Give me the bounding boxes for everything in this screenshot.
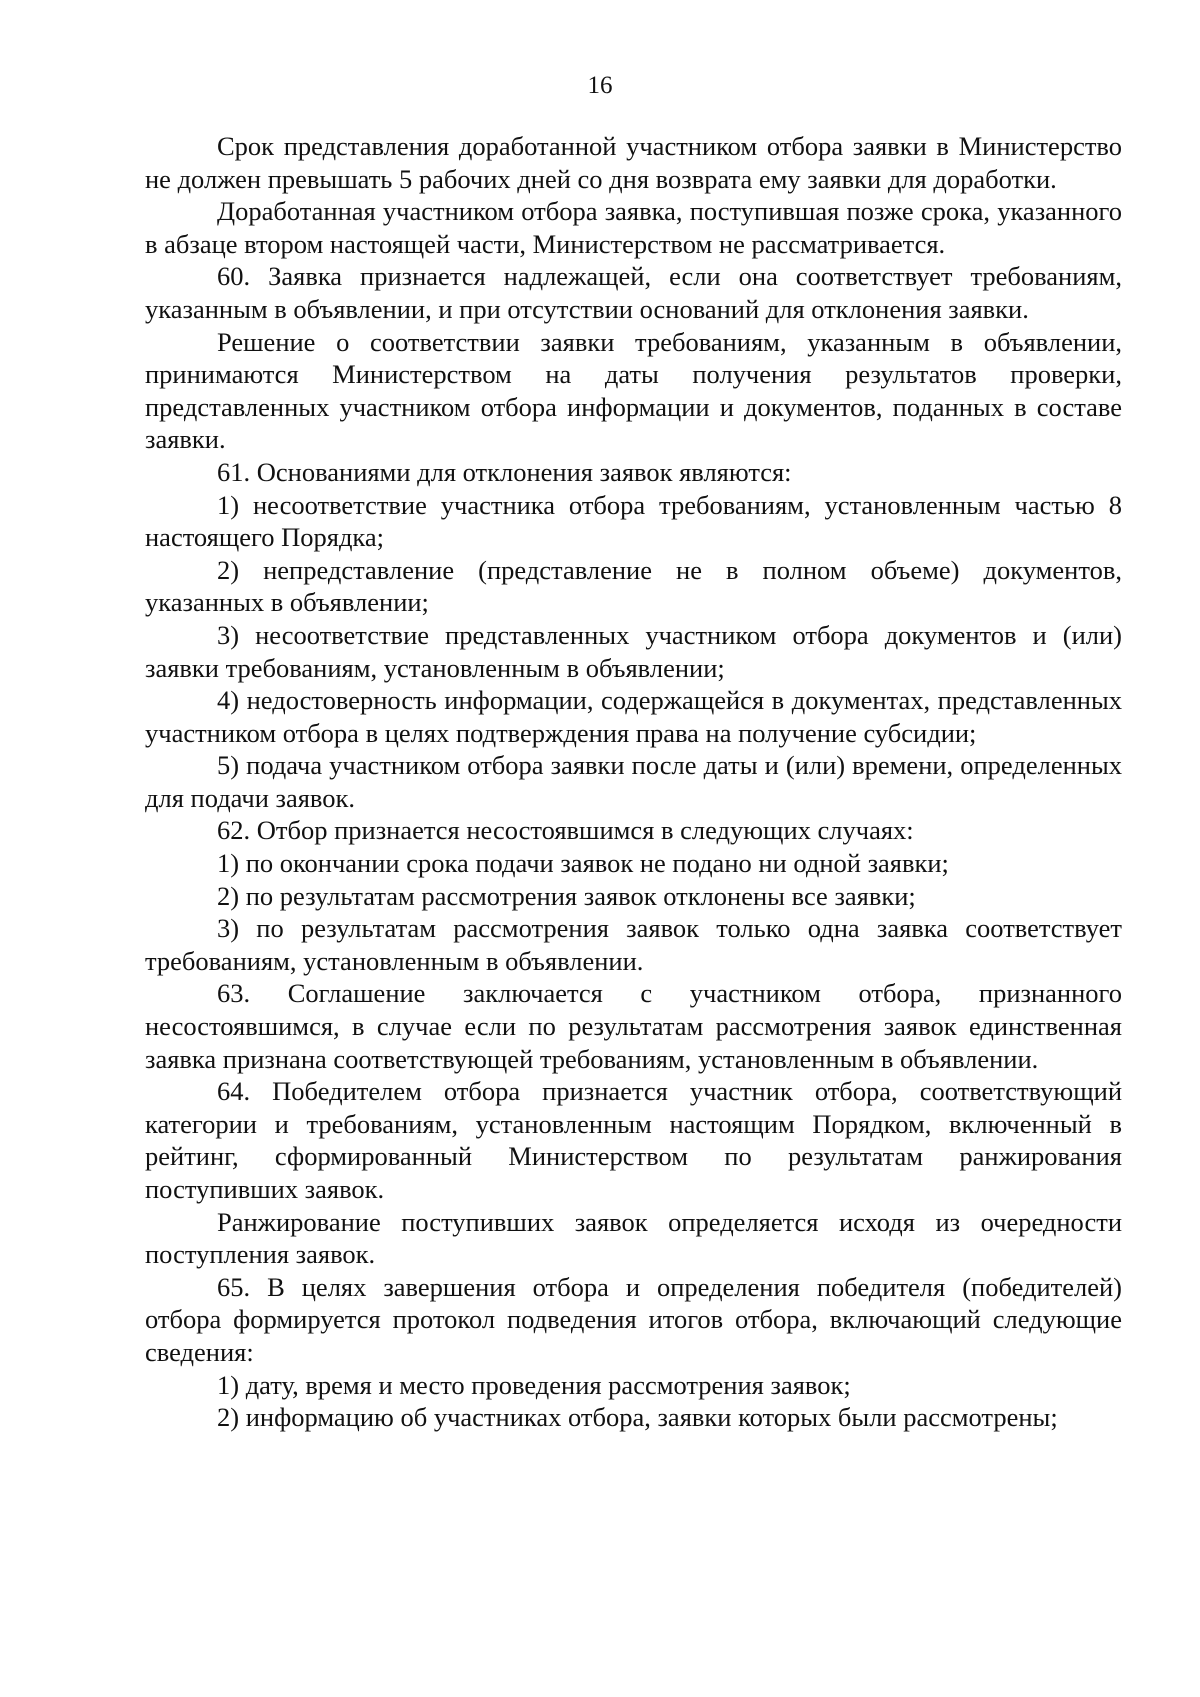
paragraph-64: 64. Победителем отбора признается участник отбора, соответствующий категории и требованиям, установленным настоящим Порядком, включенный в рейтинг, сформированный Министерством по результатам ранжирования поступивших заявок. — [145, 1076, 1122, 1204]
paragraph-late-resubmission: Доработанная участником отбора заявка, поступившая позже срока, указанного в абзаце втором настоящей части, Министерством не рассматривается. — [145, 196, 1122, 259]
paragraph-62: 62. Отбор признается несостоявшимся в следующих случаях: — [217, 815, 914, 846]
paragraph-65: 65. В целях завершения отбора и определения победителя (победителей) отбора формируется протокол подведения итогов отбора, включающий следующие сведения: — [145, 1271, 1122, 1367]
paragraph-61: 61. Основаниями для отклонения заявок являются: — [217, 456, 792, 487]
paragraph-65-item-2: 2) информацию об участниках отбора, заявки которых были рассмотрены; — [217, 1402, 1058, 1433]
paragraph-60-decision: Решение о соответствии заявки требованиям, указанным в объявлении, принимаются Министерством на даты получения результатов проверки, представленных участником отбора информации и документов, поданных в составе заявки. — [145, 326, 1122, 455]
paragraph-deadline-resubmission: Срок представления доработанной участником отбора заявки в Министерство не должен превышать 5 рабочих дней со дня возврата ему заявки для доработки. — [145, 131, 1122, 194]
paragraph-61-item-2: 2) непредставление (представление не в полном объеме) документов, указанных в объявлении; — [145, 554, 1122, 618]
paragraph-60: 60. Заявка признается надлежащей, если она соответствует требованиям, указанным в объявлении, и при отсутствии оснований для отклонения заявки. — [145, 261, 1122, 324]
paragraph-62-item-3: 3) по результатам рассмотрения заявок только одна заявка соответствует требованиям, установленным в объявлении. — [145, 913, 1122, 976]
paragraph-65-item-1: 1) дату, время и место проведения рассмотрения заявок; — [217, 1369, 851, 1400]
paragraph-61-item-1: 1) несоответствие участника отбора требованиям, установленным частью 8 настоящего Порядка; — [145, 489, 1122, 553]
paragraph-63: 63. Соглашение заключается с участником отбора, признанного несостоявшимся, в случае если по результатам рассмотрения заявок единственная заявка признана соответствующей требованиям, установленным в объявлении. — [145, 978, 1122, 1074]
paragraph-64-ranking: Ранжирование поступивших заявок определяется исходя из очередности поступления заявок. — [145, 1206, 1122, 1270]
document-body — [145, 130, 1122, 1434]
paragraph-62-item-2: 2) по результатам рассмотрения заявок отклонены все заявки; — [217, 880, 916, 911]
paragraph-61-item-5: 5) подача участником отбора заявки после даты и (или) времени, определенных для подачи заявок. — [145, 750, 1122, 813]
paragraph-61-item-4: 4) недостоверность информации, содержащейся в документах, представленных участником отбора в целях подтверждения права на получение субсидии; — [145, 685, 1122, 748]
paragraph-61-item-3: 3) несоответствие представленных участником отбора документов и (или) заявки требованиям, установленным в объявлении; — [145, 619, 1122, 683]
page-number: 16 — [587, 72, 613, 99]
paragraph-62-item-1: 1) по окончании срока подачи заявок не подано ни одной заявки; — [217, 848, 949, 879]
